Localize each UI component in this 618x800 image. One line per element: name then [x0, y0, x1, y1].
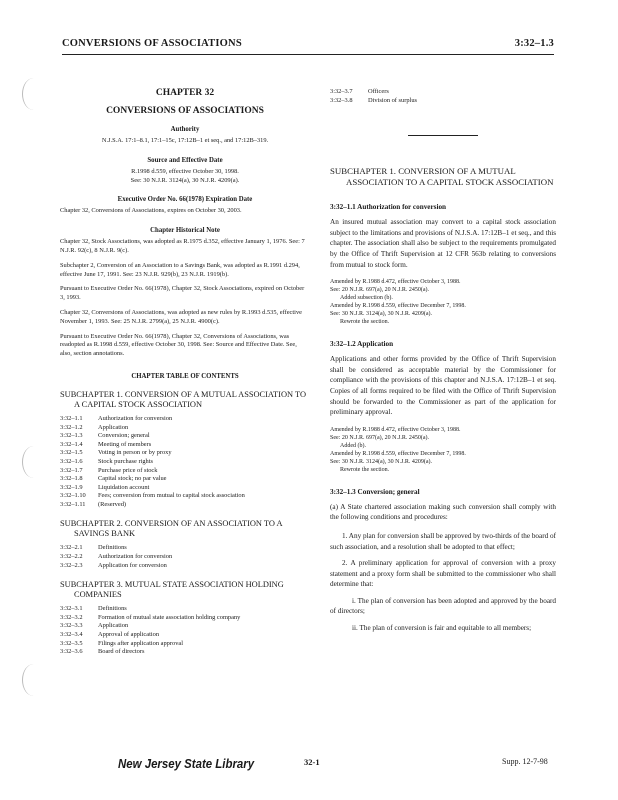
toc-item[interactable]: 3:32–2.1 Definitions: [60, 544, 127, 552]
toc-item[interactable]: 3:32–3.1 Definitions: [60, 605, 127, 613]
section-text: (a) A State chartered association making such conversion shall comply with the following conditions and procedures:: [330, 502, 556, 522]
toc-item[interactable]: 3:32–1.11 (Reserved): [60, 500, 127, 508]
section-text: An insured mutual association may convert to a capital stock association subject to the limitations and provisions of N.J.S.A. 17:12B–1 et seq., and this chapter. The association shall also be subject to the requirements promulgated by the Office of Thrift Supervision at 12 CFR 563b relating to conversions from mutual to stock form.: [330, 218, 556, 269]
running-head-section: 3:32–1.3: [514, 38, 554, 49]
section-1-2: [330, 340, 556, 474]
section-list-item: i. The plan of conversion has been adopted and approved by the board of directors;: [330, 596, 556, 616]
toc-list-continued: [330, 88, 556, 105]
toc-item[interactable]: 3:32–1.7 Purchase price of stock: [60, 466, 158, 474]
toc-item[interactable]: 3:32–1.1 Authorization for conversion: [60, 414, 173, 422]
authority-text: N.J.S.A. 17:1–8.1, 17:1–15c, 17:12B–1 et seq., and 17:12B–319.: [101, 137, 269, 144]
section-heading: 3:32–1.2 Application: [330, 340, 394, 349]
toc-title: CHAPTER TABLE OF CONTENTS: [131, 372, 239, 380]
punch-hole-mark: [22, 664, 45, 696]
library-stamp: New Jersey State Library: [118, 756, 255, 771]
history-paragraph: Pursuant to Executive Order No. 66(1978), Chapter 32, Conversions of Associations, was readopted as R.1998 d.559, effective October 30, 1998. See: Source and Effective Date. See, also, section annotations.: [60, 332, 297, 358]
page-number: 32-1: [304, 757, 320, 767]
left-column: [60, 88, 310, 667]
section-list-item: ii. The plan of conversion is fair and equitable to all members;: [352, 624, 532, 633]
toc-item[interactable]: 3:32–1.2 Application: [60, 423, 129, 431]
section-list-item: 2. A preliminary application for approval of conversion with a proxy statement and a proxy form shall be submitted to the commissioner who shall determine that:: [330, 559, 556, 589]
toc-item[interactable]: 3:32–3.8 Division of surplus: [330, 96, 417, 104]
history-paragraph: Subchapter 2, Conversion of an Association to a Savings Bank, was adopted as R.1991 d.294, effective June 17, 1991. See: 23 N.J.R. 929(b), 23 N.J.R. 1919(b).: [60, 261, 300, 278]
toc-subchapter-title: SUBCHAPTER 1. CONVERSION OF A MUTUAL ASSOCIATION TO A CAPITAL STOCK ASSOCIATION: [60, 389, 307, 409]
supplement-date: Supp. 12-7-98: [502, 757, 548, 766]
right-column: [330, 88, 556, 640]
section-text: Applications and other forms provided by the Office of Thrift Supervision shall be considered as acceptable material by the Commissioner for compliance with the provisions of this chapter and N.J.S.A. 17:12B–1 et seq. Copies of all forms required to be filed with the Office of Thrift Supervision should be forwarded to the Commissioner as part of the application for preliminary approval.: [330, 355, 556, 417]
expiration-text: Chapter 32, Conversions of Associations, expires on October 30, 2003.: [60, 207, 242, 215]
punch-hole-mark: [22, 78, 45, 110]
source-block: [60, 157, 310, 186]
running-head-title: CONVERSIONS OF ASSOCIATIONS: [62, 38, 242, 49]
chapter-number: CHAPTER 32: [155, 88, 215, 98]
toc-item[interactable]: 3:32–3.6 Board of directors: [60, 648, 145, 656]
toc-item[interactable]: 3:32–2.3 Application for conversion: [60, 561, 167, 569]
history-paragraph: Chapter 32, Conversions of Associations, was adopted as new rules by R.1993 d.535, effective November 1, 1993. See: 25 N.J.R. 2799(a), 25 N.J.R. 4900(c).: [60, 308, 302, 325]
toc-item[interactable]: 3:32–1.3 Conversion; general: [60, 432, 150, 440]
source-line: R.1998 d.559, effective October 30, 1998.: [131, 167, 239, 175]
chapter-title: CONVERSIONS OF ASSOCIATIONS: [106, 106, 264, 116]
section-heading: 3:32–1.3 Conversion; general: [330, 487, 420, 496]
page-footer: [0, 756, 618, 774]
toc-item[interactable]: 3:32–3.3 Application: [60, 622, 129, 630]
toc-item[interactable]: 3:32–1.8 Capital stock; no par value: [60, 475, 167, 483]
history-block: [60, 227, 310, 359]
history-paragraph: Chapter 32, Stock Associations, was adopted as R.1975 d.352, effective January 1, 1976. See: 7 N.J.R. 92(c), 8 N.J.R. 9(c).: [60, 238, 305, 254]
section-heading: 3:32–1.1 Authorization for conversion: [330, 203, 447, 212]
toc-item[interactable]: 3:32–3.4 Approval of application: [60, 631, 160, 639]
section-1-1: [330, 203, 556, 326]
source-heading: Source and Effective Date: [147, 156, 223, 164]
toc-list: [60, 605, 310, 657]
section-list-item: 1. Any plan for conversion shall be approved by two-thirds of the board of such association, and a resolution shall be adopted to that effect;: [330, 531, 556, 551]
toc-item[interactable]: 3:32–1.9 Liquidation account: [60, 483, 150, 491]
toc-item[interactable]: 3:32–1.10 Fees; conversion from mutual to capital stock association: [60, 492, 245, 500]
source-line: See: 30 N.J.R. 3124(a), 30 N.J.R. 4209(a).: [130, 176, 240, 184]
authority-block: [60, 126, 310, 146]
toc-item[interactable]: 3:32–2.2 Authorization for conversion: [60, 553, 173, 561]
history-paragraph: Pursuant to Executive Order No. 66(1978), Chapter 32, Stock Associations, expired on October 3, 1993.: [60, 285, 305, 302]
toc-item[interactable]: 3:32–1.5 Voting in person or by proxy: [60, 449, 172, 457]
toc-item[interactable]: 3:32–3.2 Formation of mutual state association holding company: [60, 613, 241, 621]
header-rule: [62, 54, 554, 55]
toc-subchapter-title: SUBCHAPTER 2. CONVERSION OF AN ASSOCIATION TO A SAVINGS BANK: [60, 519, 283, 539]
expiration-block: [60, 196, 310, 216]
toc-subchapter-title: SUBCHAPTER 3. MUTUAL STATE ASSOCIATION HOLDING COMPANIES: [60, 580, 284, 600]
section-divider: [408, 135, 478, 136]
running-head: [62, 38, 554, 52]
section-1-3: [330, 488, 556, 634]
subchapter-title: SUBCHAPTER 1. CONVERSION OF A MUTUAL ASSOCIATION TO A CAPITAL STOCK ASSOCIATION: [330, 166, 554, 188]
amendment-note: Amended by R.1988 d.472, effective October 3, 1988. See: 20 N.J.R. 697(a), 20 N.J.R. 2450(a). Added (b). Amended by R.1998 d.559, effective December 7, 1998. See: 30 N.J.R. 3124(a), 30 N.J.R. 4209(a). Rewrote the section.: [330, 426, 466, 473]
toc-item[interactable]: 3:32–3.5 Filings after application approval: [60, 639, 184, 647]
history-heading: Chapter Historical Note: [150, 227, 220, 235]
toc-item[interactable]: 3:32–1.6 Stock purchase rights: [60, 457, 154, 465]
toc-item[interactable]: 3:32–1.4 Meeting of members: [60, 440, 152, 448]
toc-item[interactable]: 3:32–3.7 Officers: [330, 88, 389, 95]
toc-list: [60, 415, 310, 510]
punch-hole-mark: [22, 446, 45, 478]
amendment-note: Amended by R.1988 d.472, effective October 3, 1988. See: 20 N.J.R. 697(a), 20 N.J.R. 2450(a). Added subsection (b). Amended by R.1998 d.559, effective December 7, 1998. See: 30 N.J.R. 3124(a), 30 N.J.R. 4209(a). Rewrote the section.: [330, 279, 466, 326]
expiration-heading: Executive Order No. 66(1978) Expiration Date: [117, 196, 253, 204]
toc-list: [60, 544, 310, 570]
authority-heading: Authority: [170, 126, 200, 133]
